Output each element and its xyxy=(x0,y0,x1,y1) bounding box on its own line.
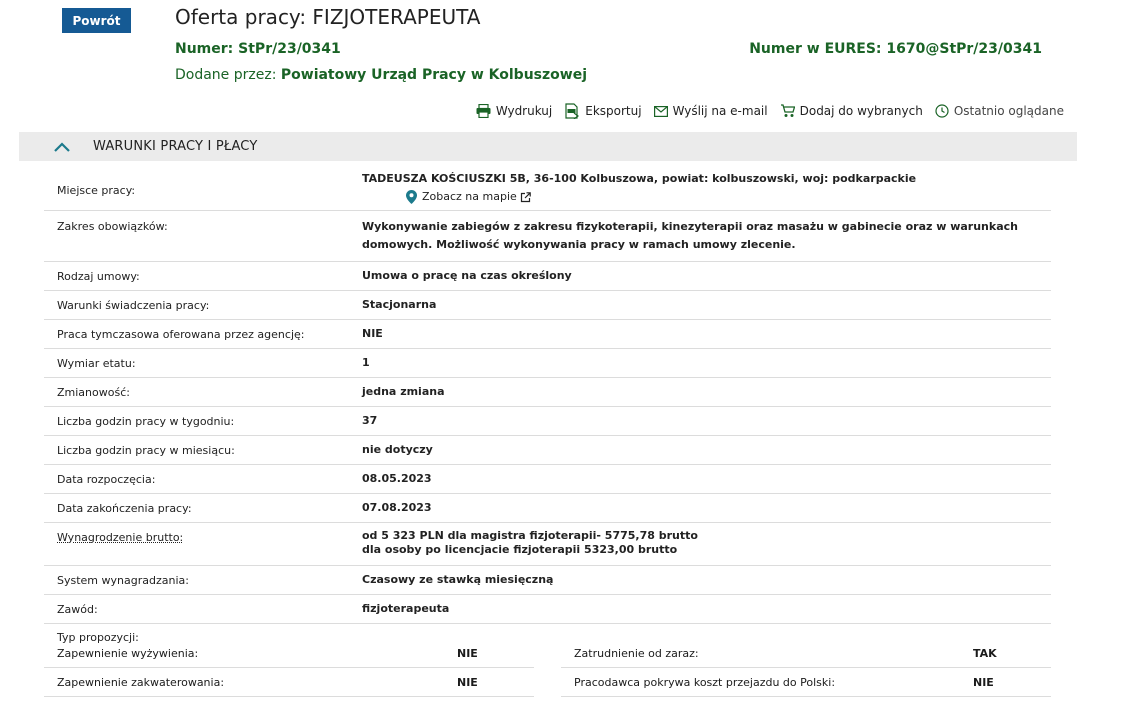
accommodation-label: Zapewnienie zakwaterowania: xyxy=(57,675,225,689)
travel-row xyxy=(561,668,1051,697)
agency-value: NIE xyxy=(362,320,1051,349)
map-pin-icon xyxy=(406,190,417,204)
toolbar xyxy=(464,103,1064,119)
map-link-label: Zobacz na mapie xyxy=(422,190,517,203)
printer-icon xyxy=(476,104,491,118)
end-date-label: Data zakończenia pracy: xyxy=(44,494,362,523)
details-table xyxy=(44,170,1051,652)
section-header-conditions[interactable] xyxy=(19,132,1077,161)
table-row xyxy=(44,566,1051,595)
email-button[interactable] xyxy=(654,104,768,118)
table-row xyxy=(44,523,1051,566)
salary-line-1: od 5 323 PLN dla magistra fizjoterapii- 5775,78 brutto xyxy=(362,529,698,542)
location-label: Miejsce pracy: xyxy=(44,170,362,211)
immediate-value: TAK xyxy=(973,646,997,660)
start-date-value: 08.05.2023 xyxy=(362,465,1051,494)
salary-label-cell xyxy=(44,523,362,566)
immediate-label: Zatrudnienie od zaraz: xyxy=(574,646,699,660)
profession-value: fizjoterapeuta xyxy=(362,595,1051,624)
end-date-value: 07.08.2023 xyxy=(362,494,1051,523)
cart-add-icon xyxy=(780,104,795,118)
export-button[interactable] xyxy=(564,103,641,119)
table-row xyxy=(44,349,1051,378)
offer-number-label: Numer: xyxy=(175,41,239,57)
location-cell xyxy=(362,170,1051,211)
email-label: Wyślij na e-mail xyxy=(672,104,768,118)
eures-number-label: Numer w EURES: xyxy=(749,41,887,57)
start-date-label: Data rozpoczęcia: xyxy=(44,465,362,494)
pdf-export-icon xyxy=(564,103,580,119)
envelope-icon xyxy=(654,106,668,117)
table-row xyxy=(44,465,1051,494)
offer-number xyxy=(175,41,341,57)
conditions-value: Stacjonarna xyxy=(362,291,1051,320)
pay-system-value: Czasowy ze stawką miesięczną xyxy=(362,566,1051,595)
food-value: NIE xyxy=(457,646,478,660)
table-row xyxy=(44,320,1051,349)
recent-label: Ostatnio oglądane xyxy=(953,104,1064,118)
salary-value xyxy=(362,523,1051,566)
table-row xyxy=(44,407,1051,436)
print-label: Wydrukuj xyxy=(495,104,553,118)
proposal-type-label: Typ propozycji: xyxy=(57,631,139,645)
table-row xyxy=(44,211,1051,262)
favorite-label: Dodaj do wybranych xyxy=(799,104,923,118)
conditions-label: Warunki świadczenia pracy: xyxy=(44,291,362,320)
pay-system-label: System wynagradzania: xyxy=(44,566,362,595)
travel-value: NIE xyxy=(973,675,994,689)
table-row xyxy=(44,378,1051,407)
contract-label: Rodzaj umowy: xyxy=(44,262,362,291)
fte-label: Wymiar etatu: xyxy=(44,349,362,378)
food-row xyxy=(44,639,534,668)
shifts-value: jedna zmiana xyxy=(362,378,1051,407)
contract-value: Umowa o pracę na czas określony xyxy=(362,262,1051,291)
print-button[interactable] xyxy=(476,104,552,118)
table-row xyxy=(44,595,1051,624)
eures-number xyxy=(749,41,1042,57)
favorite-button[interactable] xyxy=(780,104,923,118)
table-row xyxy=(44,436,1051,465)
immediate-row xyxy=(561,639,1051,668)
salary-line-2: dla osoby po licencjacie fizjoterapii 5323,00 brutto xyxy=(362,543,678,556)
hours-month-label: Liczba godzin pracy w miesiącu: xyxy=(44,436,362,465)
hours-week-value: 37 xyxy=(362,407,1051,436)
chevron-up-icon xyxy=(53,141,71,153)
added-by-label: Dodane przez: xyxy=(175,67,281,83)
eures-number-value: 1670@StPr/23/0341 xyxy=(886,41,1042,57)
shifts-label: Zmianowość: xyxy=(44,378,362,407)
map-link[interactable] xyxy=(406,188,536,206)
travel-label: Pracodawca pokrywa koszt przejazdu do Polski: xyxy=(574,675,836,689)
export-label: Eksportuj xyxy=(585,104,642,118)
agency-label: Praca tymczasowa oferowana przez agencję: xyxy=(44,320,362,349)
page-title: Oferta pracy: FIZJOTERAPEUTA xyxy=(175,5,481,29)
hours-month-value: nie dotyczy xyxy=(362,436,1051,465)
recent-button[interactable] xyxy=(935,104,1064,118)
salary-label: Wynagrodzenie brutto: xyxy=(57,531,184,544)
table-row xyxy=(44,494,1051,523)
location-value: TADEUSZA KOŚCIUSZKI 5B, 36-100 Kolbuszowa, powiat: kolbuszowski, woj: podkarpackie xyxy=(362,172,917,185)
accommodation-row xyxy=(44,668,534,697)
accommodation-value: NIE xyxy=(457,675,478,689)
table-row xyxy=(44,291,1051,320)
added-by xyxy=(175,67,587,83)
table-row xyxy=(44,170,1051,211)
section-title: WARUNKI PRACY I PŁACY xyxy=(93,139,258,154)
hours-week-label: Liczba godzin pracy w tygodniu: xyxy=(44,407,362,436)
table-row xyxy=(44,262,1051,291)
profession-label: Zawód: xyxy=(44,595,362,624)
clock-icon xyxy=(935,104,949,118)
food-label: Zapewnienie wyżywienia: xyxy=(57,646,199,660)
external-link-icon xyxy=(520,192,531,203)
duties-value: Wykonywanie zabiegów z zakresu fizykoterapii, kinezyterapii oraz masażu w gabinecie oraz w warunkach domowych. Możliwość wykonywania pracy w ramach umowy zlecenie. xyxy=(362,211,1051,262)
duties-label: Zakres obowiązków: xyxy=(44,211,362,262)
back-button[interactable]: Powrót xyxy=(62,8,131,33)
offer-number-value: StPr/23/0341 xyxy=(238,41,341,57)
added-by-value: Powiatowy Urząd Pracy w Kolbuszowej xyxy=(280,67,587,83)
fte-value: 1 xyxy=(362,349,1051,378)
